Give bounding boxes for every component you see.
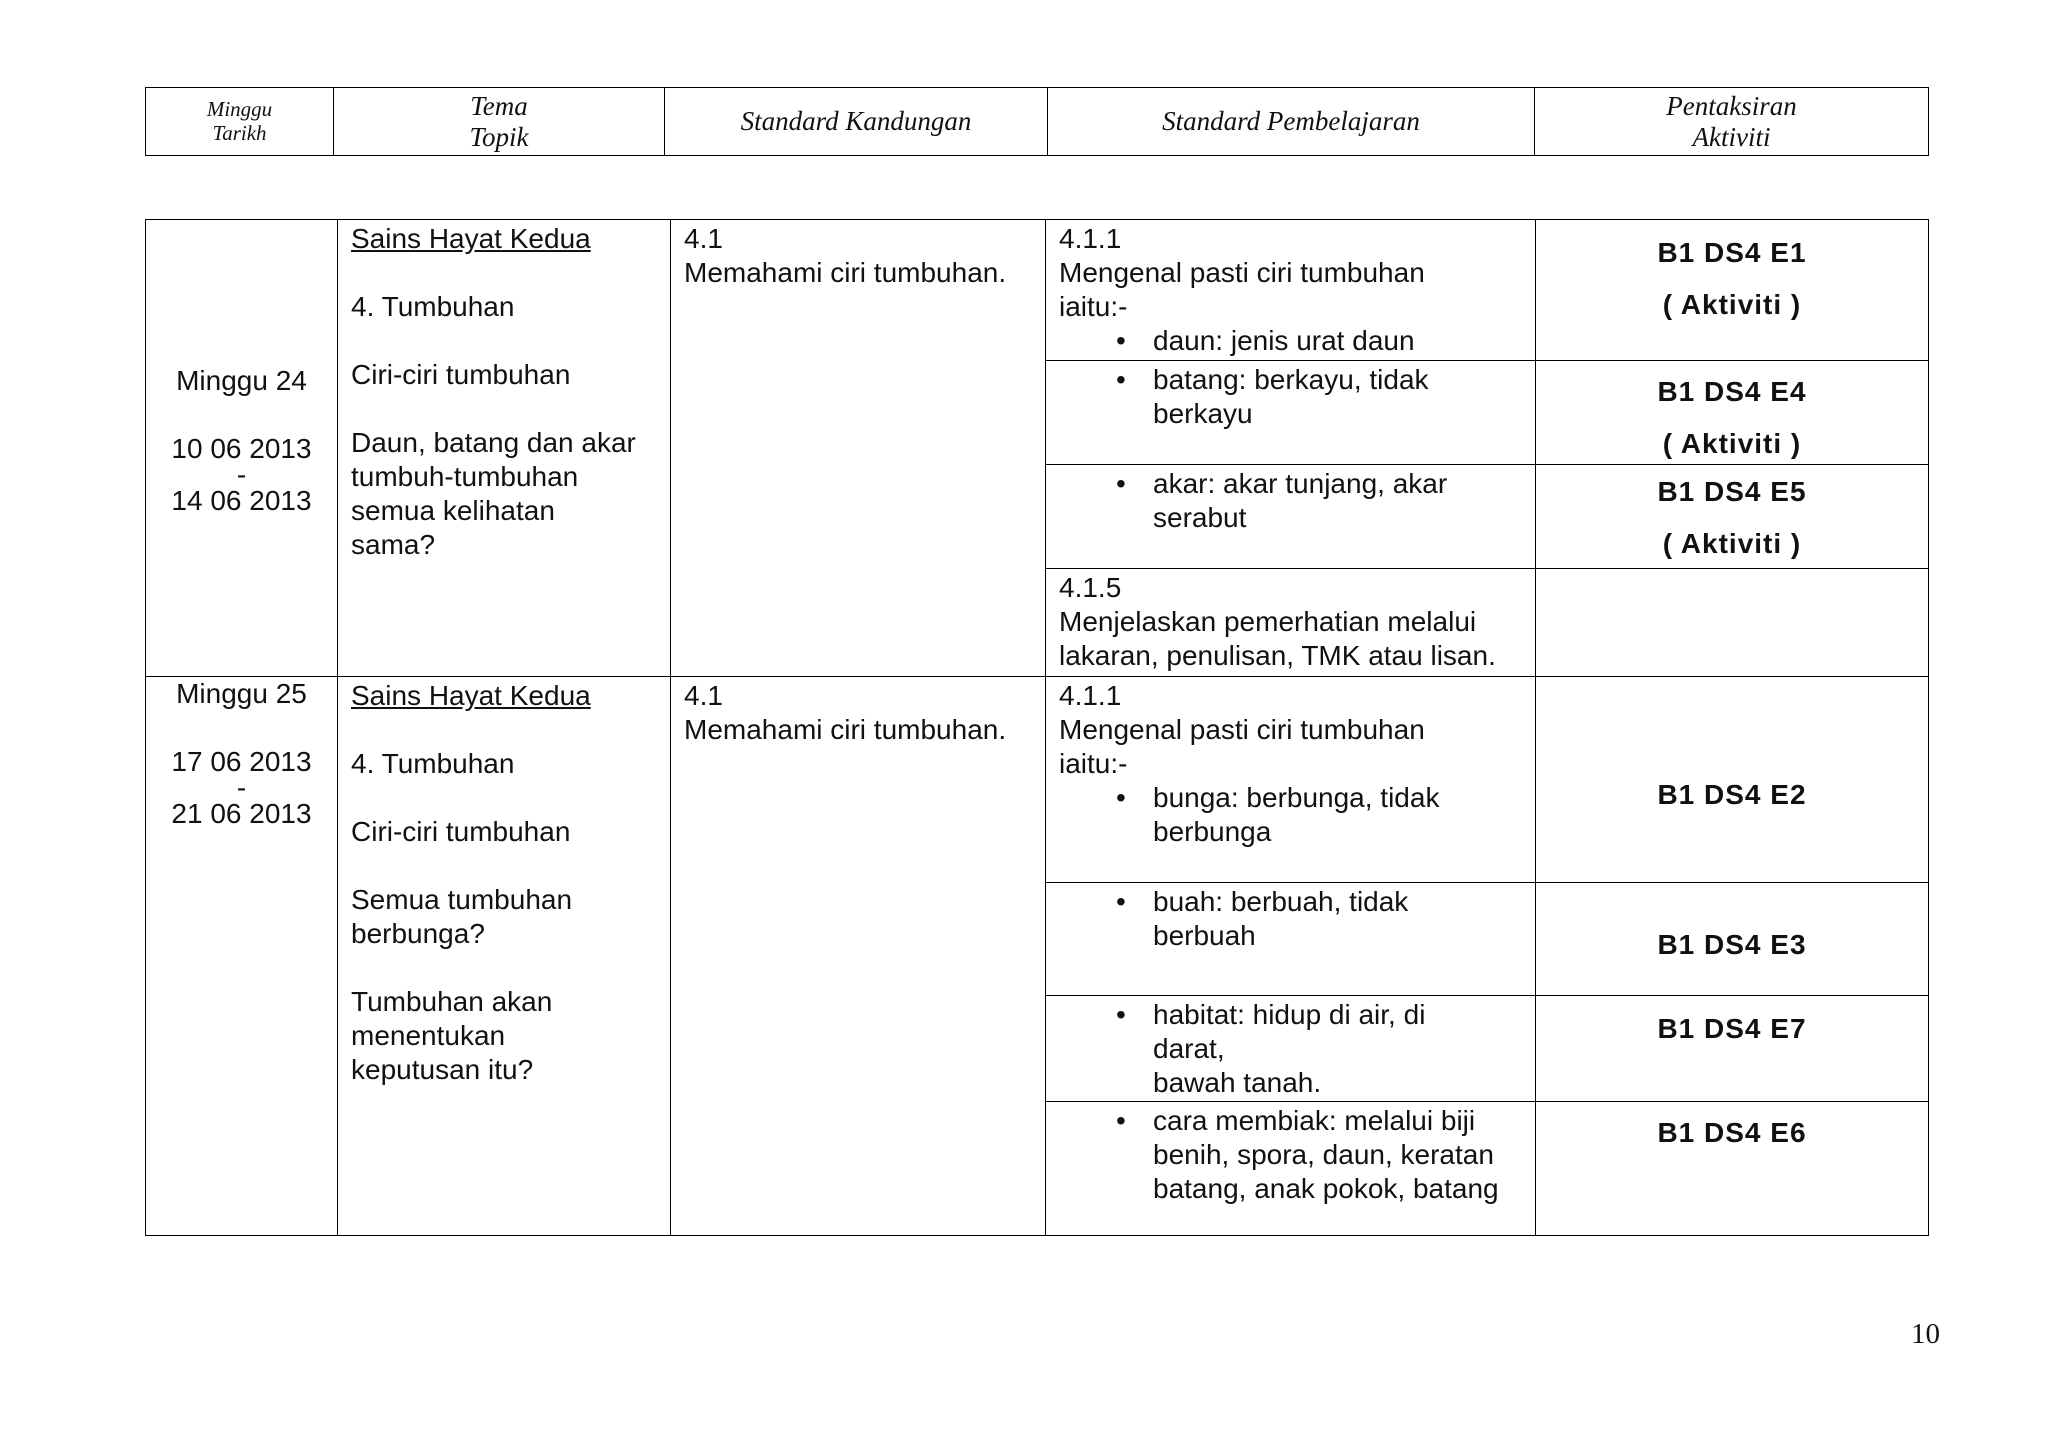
lesson-plan-table	[145, 219, 1929, 1236]
header-aktiviti: Aktiviti	[1692, 121, 1771, 152]
header-minggu-tarikh	[146, 88, 334, 156]
week25-assess-e2-cell	[1536, 677, 1929, 883]
week25-question2-line: keputusan itu?	[351, 1054, 534, 1085]
header-table	[145, 87, 1929, 156]
header-pentaksiran-aktiviti	[1535, 88, 1929, 156]
week24-minggu: Minggu 24	[176, 365, 307, 396]
week25-question2-line: menentukan	[351, 1020, 506, 1051]
week25-date-end: 21 06 2013	[171, 798, 312, 829]
week24-sk-text: Memahami ciri tumbuhan.	[684, 257, 1007, 288]
week25-subtopic: Ciri-ciri tumbuhan	[351, 816, 571, 847]
week25-sp-code: 4.1.1	[1059, 680, 1122, 711]
bullet-bunga	[1059, 781, 1527, 849]
bullet-membiak	[1059, 1104, 1527, 1206]
week24-sk-cell	[671, 220, 1046, 677]
week24-date-end: 14 06 2013	[171, 485, 312, 516]
bullet-habitat	[1059, 998, 1527, 1100]
bullet-batang	[1059, 363, 1527, 431]
week24-batang-cell	[1046, 361, 1536, 465]
bullet-akar	[1059, 467, 1527, 535]
week24-sp2-code: 4.1.5	[1059, 572, 1122, 603]
bullet-habitat-line: bawah tanah.	[1153, 1067, 1322, 1098]
week25-sp-text: iaitu:-	[1059, 748, 1128, 779]
week25-assess-e6-cell	[1536, 1102, 1929, 1236]
week25-question1-line: berbunga?	[351, 918, 485, 949]
week25-membiak-cell	[1046, 1102, 1536, 1236]
bullet-membiak-line: • cara membiak: melalui biji	[1153, 1105, 1476, 1136]
header-tema: Tema	[470, 91, 528, 122]
week24-sp2-text: Menjelaskan pemerhatian melalui	[1059, 606, 1477, 637]
week24-sp2-cell	[1046, 569, 1536, 677]
week24-assess-e1-cell	[1536, 220, 1929, 361]
week25-question2-line: Tumbuhan akan	[351, 986, 553, 1017]
week24-subtopic: Ciri-ciri tumbuhan	[351, 359, 571, 390]
week25-minggu: Minggu 25	[176, 678, 307, 709]
week24-sp-text: iaitu:-	[1059, 291, 1128, 322]
week24-assess-e4-cell	[1536, 361, 1929, 465]
week25-tema-cell	[338, 677, 671, 1236]
week24-topik: 4. Tumbuhan	[351, 291, 515, 322]
aktiviti-label: ( Aktiviti )	[1662, 428, 1802, 459]
week25-question1-line: Semua tumbuhan	[351, 884, 573, 915]
bullet-batang-line: berkayu	[1153, 398, 1253, 429]
week25-tema: Sains Hayat Kedua	[351, 680, 591, 711]
assess-e4: B1 DS4 E4	[1657, 376, 1807, 407]
week25-habitat-cell	[1046, 996, 1536, 1102]
week24-sp-code: 4.1.1	[1059, 223, 1122, 254]
week24-tema: Sains Hayat Kedua	[351, 223, 591, 254]
bullet-buah-line: • buah: berbuah, tidak	[1153, 886, 1409, 917]
week24-question-line: tumbuh-tumbuhan	[351, 461, 579, 492]
week25-date-start: 17 06 2013	[171, 746, 312, 777]
week25-sk-cell	[671, 677, 1046, 1236]
week25-assess-e3-cell	[1536, 883, 1929, 996]
page-number: 10	[1911, 1318, 1940, 1350]
week24-date-start: 10 06 2013	[171, 433, 312, 464]
assess-e6: B1 DS4 E6	[1657, 1117, 1807, 1148]
header-pentaksiran: Pentaksiran	[1666, 91, 1797, 122]
bullet-bunga-line: berbunga	[1153, 816, 1272, 847]
assess-e1: B1 DS4 E1	[1657, 237, 1807, 268]
week24-sp2-text: lakaran, penulisan, TMK atau lisan.	[1059, 640, 1496, 671]
bullet-buah	[1059, 885, 1527, 953]
week25-dash: -	[236, 772, 247, 803]
header-tarikh: Tarikh	[212, 120, 267, 145]
week25-assess-e7-cell	[1536, 996, 1929, 1102]
bullet-membiak-line: benih, spora, daun, keratan	[1153, 1139, 1494, 1170]
week24-question-line: semua kelihatan	[351, 495, 555, 526]
bullet-bunga-line: • bunga: berbunga, tidak	[1153, 782, 1440, 813]
bullet-membiak-line: batang, anak pokok, batang	[1153, 1173, 1499, 1204]
bullet-akar-line: serabut	[1153, 502, 1247, 533]
header-standard-pembelajaran: Standard Pembelajaran	[1048, 88, 1535, 156]
week25-topik: 4. Tumbuhan	[351, 748, 515, 779]
week24-sp-text: Mengenal pasti ciri tumbuhan	[1059, 257, 1425, 288]
week25-buah-cell	[1046, 883, 1536, 996]
week25-row	[146, 677, 1929, 883]
week25-sp-text: Mengenal pasti ciri tumbuhan	[1059, 714, 1425, 745]
header-topik: Topik	[469, 121, 529, 152]
week24-question-line: sama?	[351, 529, 436, 560]
header-standard-kandungan: Standard Kandungan	[665, 88, 1048, 156]
bullet-batang-line: • batang: berkayu, tidak	[1153, 364, 1429, 395]
bullet-buah-line: berbuah	[1153, 920, 1256, 951]
bullet-akar-line: • akar: akar tunjang, akar	[1153, 468, 1448, 499]
week24-sp-cell	[1046, 220, 1536, 361]
assess-e3: B1 DS4 E3	[1657, 929, 1807, 960]
week25-sp-cell	[1046, 677, 1536, 883]
week24-akar-cell	[1046, 465, 1536, 569]
week24-row	[146, 220, 1929, 361]
week24-question-line: Daun, batang dan akar	[351, 427, 636, 458]
week24-minggu-cell	[146, 220, 338, 677]
header-tema-topik	[334, 88, 665, 156]
aktiviti-label: ( Aktiviti )	[1662, 289, 1802, 320]
assess-e7: B1 DS4 E7	[1657, 1013, 1807, 1044]
week24-dash: -	[236, 459, 247, 490]
week24-sk-code: 4.1	[684, 223, 723, 254]
week24-empty-assess-cell	[1536, 569, 1929, 677]
bullet-habitat-line: darat,	[1153, 1033, 1225, 1064]
assess-e5: B1 DS4 E5	[1657, 476, 1807, 507]
week25-minggu-cell	[146, 677, 338, 1236]
week25-sk-code: 4.1	[684, 680, 723, 711]
week25-sk-text: Memahami ciri tumbuhan.	[684, 714, 1007, 745]
bullet-daun: • daun: jenis urat daun	[1059, 324, 1527, 358]
aktiviti-label: ( Aktiviti )	[1662, 528, 1802, 559]
week24-tema-cell	[338, 220, 671, 677]
assess-e2: B1 DS4 E2	[1657, 778, 1807, 810]
header-minggu: Minggu	[206, 96, 273, 121]
week24-assess-e5-cell	[1536, 465, 1929, 569]
bullet-habitat-line: • habitat: hidup di air, di	[1153, 999, 1426, 1030]
